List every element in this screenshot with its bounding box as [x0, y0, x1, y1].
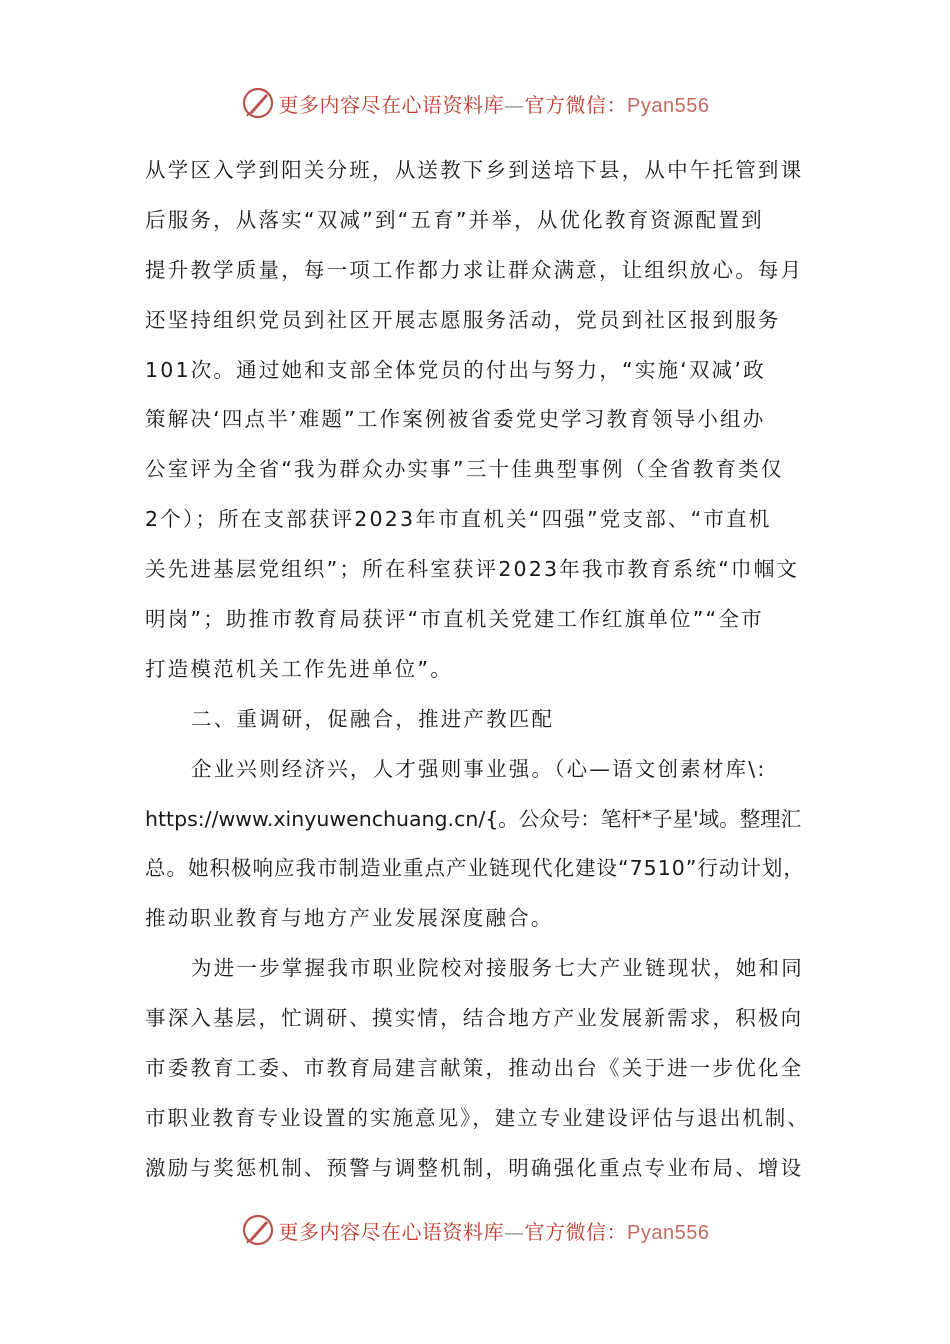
banner-brand: 更多内容尽在心语资料库	[278, 1219, 505, 1244]
banner-text	[279, 1216, 710, 1245]
text-line-url: https://www.xinyuwenchuang.cn/{。公众号：笔杆*子星'域。整理汇	[145, 806, 802, 831]
footer-banner	[0, 1210, 950, 1250]
banner-brand: 更多内容尽在心语资料库	[278, 92, 505, 117]
banner-dash: —	[504, 1219, 525, 1244]
quill-logo-icon	[241, 1213, 275, 1247]
text-line: 激励与奖惩机制、预警与调整机制，明确强化重点专业布局、增设	[145, 1155, 804, 1180]
text-line: 提升教学质量，每一项工作都力求让群众满意，让组织放心。每月	[145, 257, 804, 282]
text-line: 为进一步掌握我市职业院校对接服务七大产业链现状，她和同	[191, 956, 804, 981]
text-line: 总。她积极响应我市制造业重点产业链现代化建设“7510”行动计划，	[145, 856, 805, 881]
banner-wechat-id: Pyan556	[627, 1221, 710, 1244]
text-line: 市委教育工委、市教育局建言献策，推动出台《关于进一步优化全	[145, 1056, 804, 1081]
banner-text	[279, 89, 710, 118]
section-heading: 二、重调研，促融合，推进产教匹配	[191, 706, 555, 731]
text-line: 市职业教育专业设置的实施意见》，建立专业建设评估与退出机制、	[145, 1105, 810, 1130]
banner-official: 官方微信：	[524, 92, 628, 117]
text-line: 明岗”；助推市教育局获评“市直机关党建工作红旗单位”“全市	[145, 607, 764, 632]
text-line: 策解决‘四点半’难题”工作案例被省委党史学习教育领导小组办	[145, 407, 766, 432]
banner-dash: —	[504, 92, 525, 117]
text-line: 打造模范机关工作先进单位”。	[145, 656, 453, 681]
text-line: 企业兴则经济兴，人才强则事业强。（心—语文创素材库\:	[191, 756, 767, 781]
text-line: 从学区入学到阳关分班，从送教下乡到送培下县，从中午托管到课	[145, 158, 804, 182]
text-line: 还坚持组织党员到社区开展志愿服务活动，党员到社区报到服务	[145, 307, 781, 332]
text-line: 推动职业教育与地方产业发展深度融合。	[145, 906, 554, 931]
banner-wechat-id: Pyan556	[627, 94, 710, 117]
text-line: 101次。通过她和支部全体党员的付出与努力，“实施‘双减’政	[145, 357, 766, 382]
text-line: 后服务，从落实“双减”到“五育”并举，从优化教育资源配置到	[145, 207, 764, 232]
quill-logo-icon	[241, 86, 275, 120]
document-body	[145, 146, 810, 1194]
text-line: 公室评为全省“我为群众办实事”三十佳典型事例（全省教育类仅	[145, 457, 784, 482]
banner-official: 官方微信：	[524, 1219, 628, 1244]
text-line: 关先进基层党组织”；所在科室获评2023年我市教育系统“巾帼文	[145, 557, 800, 582]
text-line: 事深入基层，忙调研、摸实情，结合地方产业发展新需求，积极向	[145, 1006, 804, 1031]
text-line: 2个）；所在支部获评2023年市直机关“四强”党支部、“市直机	[145, 507, 772, 532]
header-banner	[0, 83, 950, 123]
